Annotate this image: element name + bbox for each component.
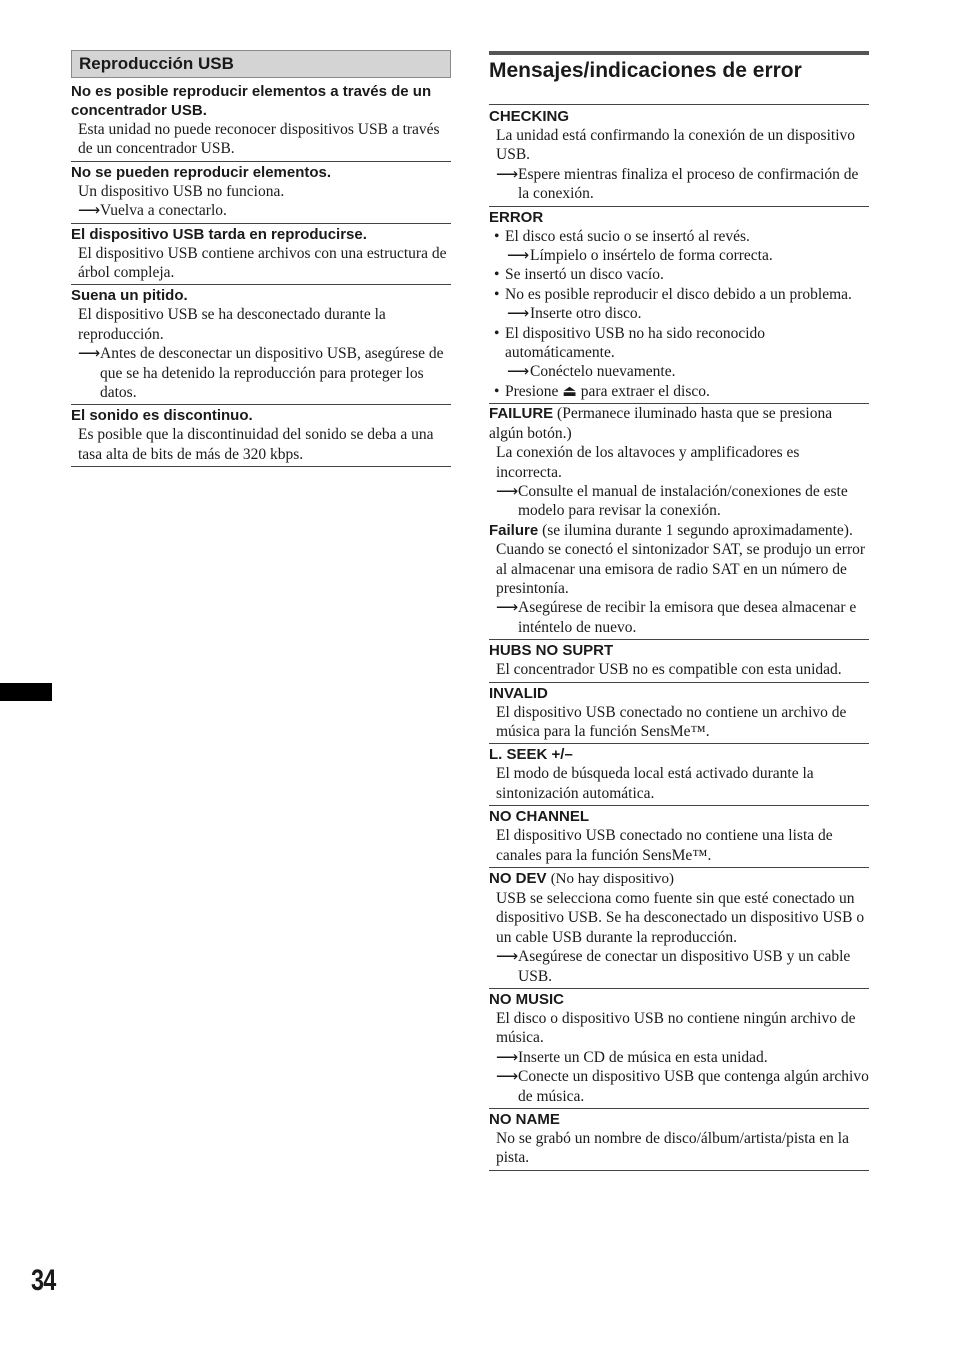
entry-text: El concentrador USB no es compatible con esta unidad. [496, 661, 842, 679]
arrow-right-icon: ⟶ [496, 599, 519, 617]
entry-checking [489, 106, 869, 207]
entry-title-line [489, 868, 869, 889]
entry-title: NO MUSIC [489, 991, 564, 1009]
entry-title: NO CHANNEL [489, 808, 589, 826]
entry-text: La conexión de los altavoces y amplificadores es incorrecta. [496, 444, 800, 481]
entry-no-channel [489, 806, 869, 868]
arrow-right-icon: ⟶ [78, 345, 101, 363]
entry-title: No es posible reproducir elementos a través de un concentrador USB. [71, 83, 432, 119]
entry-text: El dispositivo USB conectado no contiene una lista de canales para la función SensMe™. [496, 827, 833, 864]
entry-title: FAILURE [489, 405, 554, 423]
entry-remedy: ⟶ Inserte un CD de música en esta unidad. [496, 1048, 768, 1066]
entry-text: Un dispositivo USB no funciona. [78, 182, 285, 200]
bullet-item: • No es posible reproducir el disco debido a un problema. [494, 285, 852, 303]
entry-hub-playback [71, 81, 451, 162]
entry-title: NO NAME [489, 1111, 560, 1129]
section-title-usb-playback: Reproducción USB [71, 50, 451, 78]
entry-no-dev [489, 868, 869, 989]
section-top-bar [489, 51, 869, 55]
entry-title-line [489, 521, 869, 540]
entry-remedy: ⟶ Asegúrese de recibir la emisora que desea almacenar e inténtelo de nuevo. [496, 599, 857, 636]
entry-text: La unidad está confirmando la conexión de un dispositivo USB. [496, 127, 855, 164]
arrow-right-icon: ⟶ [496, 165, 519, 183]
entry-title: INVALID [489, 684, 548, 702]
page-tab-marker [0, 683, 52, 701]
entry-text: Es posible que la discontinuidad del sonido se deba a una tasa alta de bits de más de 320 kbps. [78, 426, 434, 463]
section-title-error-messages: Mensajes/indicaciones de error [489, 59, 802, 82]
entry-text: El disco o dispositivo USB no contiene ningún archivo de música. [496, 1010, 856, 1047]
error-message-list [489, 106, 869, 1171]
entry-beep [71, 285, 451, 405]
entry-invalid [489, 683, 869, 745]
entry-failure [489, 404, 869, 640]
entry-remedy: ⟶ Antes de desconectar un dispositivo USB, asegúrese de que se ha detenido la reproducción para proteger los datos. [78, 345, 444, 402]
arrow-right-icon: ⟶ [496, 482, 519, 500]
entry-title-line [489, 404, 869, 443]
entry-text: El dispositivo USB conectado no contiene un archivo de música para la función SensMe™. [496, 703, 847, 740]
entry-remedy: ⟶ Inserte otro disco. [507, 305, 642, 323]
entry-title: El sonido es discontinuo. [71, 407, 253, 425]
arrow-right-icon: ⟶ [78, 202, 101, 220]
entry-title: El dispositivo USB tarda en reproducirse. [71, 225, 367, 243]
entry-note: (Permanece iluminado hasta que se presiona algún botón.) [489, 405, 833, 442]
arrow-right-icon: ⟶ [496, 1048, 519, 1066]
bullet-item: • Se insertó un disco vacío. [494, 266, 664, 284]
entry-remedy: ⟶ Espere mientras finaliza el proceso de confirmación de la conexión. [496, 165, 859, 203]
arrow-right-icon: ⟶ [496, 1068, 519, 1086]
entry-text: El dispositivo USB se ha desconectado durante la reproducción. [78, 306, 386, 343]
eject-icon: ⏏ [562, 382, 577, 400]
entry-text: El dispositivo USB contiene archivos con una estructura de árbol compleja. [78, 244, 447, 282]
entry-title: No se pueden reproducir elementos. [71, 163, 332, 181]
bullet-item: • Presione ⏏ para extraer el disco. [494, 382, 710, 400]
entry-hubs-no-suprt [489, 640, 869, 682]
entry-no-name [489, 1109, 869, 1171]
entry-title: ERROR [489, 208, 544, 226]
entry-slow-playback [71, 224, 451, 286]
entry-remedy: ⟶ Conecte un dispositivo USB que contenga algún archivo de música. [496, 1068, 869, 1105]
arrow-right-icon: ⟶ [507, 363, 530, 381]
entry-title: CHECKING [489, 108, 570, 125]
entry-text: No se grabó un nombre de disco/álbum/artista/pista en la pista. [496, 1130, 849, 1167]
arrow-right-icon: ⟶ [496, 948, 519, 966]
entry-remedy: ⟶ Límpielo o insértelo de forma correcta. [507, 247, 773, 265]
entry-remedy: ⟶ Vuelva a conectarlo. [78, 202, 227, 220]
entry-title: HUBS NO SUPRT [489, 642, 614, 660]
entry-remedy: ⟶ Conéctelo nuevamente. [507, 363, 676, 381]
entry-note: (No hay dispositivo) [550, 871, 675, 887]
entry-text: Cuando se conectó el sintonizador SAT, se produjo un error al almacenar una emisora de radio SAT en un número de presintonía. [496, 541, 866, 597]
entry-remedy: ⟶ Asegúrese de conectar un dispositivo USB y un cable USB. [496, 948, 851, 985]
entry-text: USB se selecciona como fuente sin que esté conectado un dispositivo USB. Se ha desconectado un dispositivo USB o un cable USB durante la reproducción. [496, 890, 865, 946]
entry-title: Failure [489, 521, 539, 539]
entry-no-music [489, 989, 869, 1109]
bullet-item: • El dispositivo USB no ha sido reconocido automáticamente. [494, 324, 766, 362]
bullet-item: • El disco está sucio o se insertó al revés. [494, 227, 750, 245]
entry-title: L. SEEK +/– [489, 746, 573, 764]
entry-cannot-play [71, 162, 451, 224]
entry-title: NO DEV [489, 870, 547, 887]
arrow-right-icon: ⟶ [507, 247, 530, 265]
usb-troubleshooting-list [71, 81, 451, 467]
entry-l-seek [489, 744, 869, 806]
entry-text: El modo de búsqueda local está activado durante la sintonización automática. [496, 765, 814, 802]
divider [489, 104, 869, 105]
entry-note: (se ilumina durante 1 segundo aproximadamente). [542, 521, 853, 539]
entry-text: Esta unidad no puede reconocer dispositivos USB a través de un concentrador USB. [78, 121, 440, 158]
entry-sound-skips [71, 405, 451, 467]
arrow-right-icon: ⟶ [507, 305, 530, 323]
entry-remedy: ⟶ Consulte el manual de instalación/conexiones de este modelo para revisar la conexión. [496, 482, 848, 520]
entry-error [489, 207, 869, 405]
entry-title: Suena un pitido. [71, 287, 188, 305]
page-number: 34 [31, 1264, 56, 1297]
